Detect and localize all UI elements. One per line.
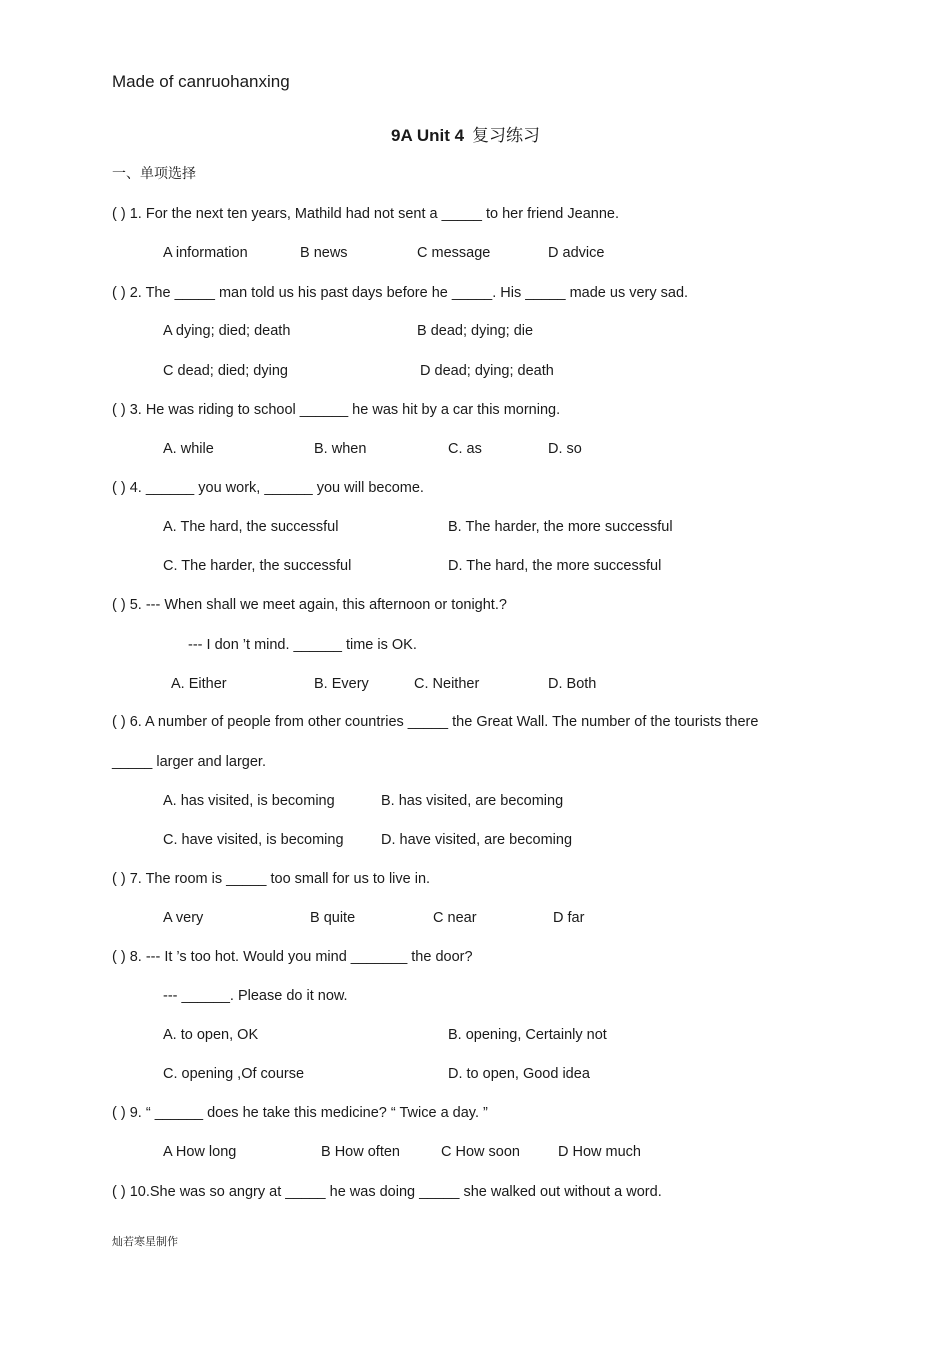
question-7-option-b: B quite	[310, 910, 356, 926]
question-3-option-b: B. when	[314, 441, 367, 457]
question-8-option-a: A. to open, OK	[163, 1027, 259, 1043]
page-footer: 灿若寒星制作	[112, 1236, 178, 1248]
question-1-stem: ( ) 1. For the next ten years, Mathild had not sent a _____ to her friend Jeanne.	[112, 206, 619, 222]
question-3-stem: ( ) 3. He was riding to school ______ he was hit by a car this morning.	[112, 402, 561, 418]
question-4-option-d: D. The hard, the more successful	[448, 558, 662, 574]
question-1-option-c: C message	[417, 245, 491, 261]
question-6-stem-continued: _____ larger and larger.	[112, 754, 266, 770]
question-2-option-a: A dying; died; death	[163, 323, 291, 339]
question-6-option-a: A. has visited, is becoming	[163, 793, 335, 809]
question-5-option-d: D. Both	[548, 676, 597, 692]
question-2-option-d: D dead; dying; death	[420, 363, 554, 379]
question-7-option-c: C near	[433, 910, 477, 926]
question-5-option-b: B. Every	[314, 676, 369, 692]
question-1-option-d: D advice	[548, 245, 605, 261]
title-main: 9A Unit 4	[391, 126, 465, 145]
question-8-option-b: B. opening, Certainly not	[448, 1027, 607, 1043]
question-9-stem: ( ) 9. “ ______ does he take this medicine? “ Twice a day. ”	[112, 1105, 488, 1121]
question-9-option-c: C How soon	[441, 1144, 520, 1160]
question-3-option-c: C. as	[448, 441, 482, 457]
question-4-stem: ( ) 4. ______ you work, ______ you will become.	[112, 480, 424, 496]
question-7-option-a: A very	[163, 910, 204, 926]
question-1-option-b: B news	[300, 245, 348, 261]
question-10-stem: ( ) 10.She was so angry at _____ he was doing _____ she walked out without a word.	[112, 1184, 662, 1200]
question-2-option-b: B dead; dying; die	[417, 323, 534, 339]
question-9-option-b: B How often	[321, 1144, 400, 1160]
question-5-reply: --- I don ’t mind. ______ time is OK.	[188, 637, 417, 653]
question-5-stem: ( ) 5. --- When shall we meet again, this afternoon or tonight.?	[112, 597, 507, 613]
question-8-option-d: D. to open, Good idea	[448, 1066, 590, 1082]
question-2-option-c: C dead; died; dying	[163, 363, 288, 379]
question-5-option-a: A. Either	[171, 676, 227, 692]
page-header: Made of canruohanxing	[112, 72, 290, 91]
question-8-stem: ( ) 8. --- It ’s too hot. Would you mind _______ the door?	[112, 949, 473, 965]
question-1-option-a: A information	[163, 245, 248, 261]
question-8-reply: --- ______. Please do it now.	[163, 988, 348, 1004]
question-3-option-d: D. so	[548, 441, 582, 457]
question-5-option-c: C. Neither	[414, 676, 480, 692]
question-7-option-d: D far	[553, 910, 585, 926]
question-4-option-b: B. The harder, the more successful	[448, 519, 673, 535]
question-6-option-d: D. have visited, are becoming	[381, 832, 573, 848]
question-8-option-c: C. opening ,Of course	[163, 1066, 305, 1082]
question-2-stem: ( ) 2. The _____ man told us his past days before he _____. His _____ made us very sad.	[112, 285, 689, 301]
title-chinese: 复习练习	[472, 126, 541, 145]
question-6-option-b: B. has visited, are becoming	[381, 793, 564, 809]
question-4-option-c: C. The harder, the successful	[163, 558, 352, 574]
question-4-option-a: A. The hard, the successful	[163, 519, 339, 535]
question-3-option-a: A. while	[163, 441, 214, 457]
question-9-option-a: A How long	[163, 1144, 237, 1160]
question-9-option-d: D How much	[558, 1144, 641, 1160]
section-heading: 一、单项选择	[112, 165, 196, 181]
question-7-stem: ( ) 7. The room is _____ too small for us to live in.	[112, 871, 431, 887]
page-title	[391, 127, 540, 144]
question-6-option-c: C. have visited, is becoming	[163, 832, 344, 848]
question-6-stem: ( ) 6. A number of people from other countries _____ the Great Wall. The number of the tourists there	[112, 714, 759, 730]
